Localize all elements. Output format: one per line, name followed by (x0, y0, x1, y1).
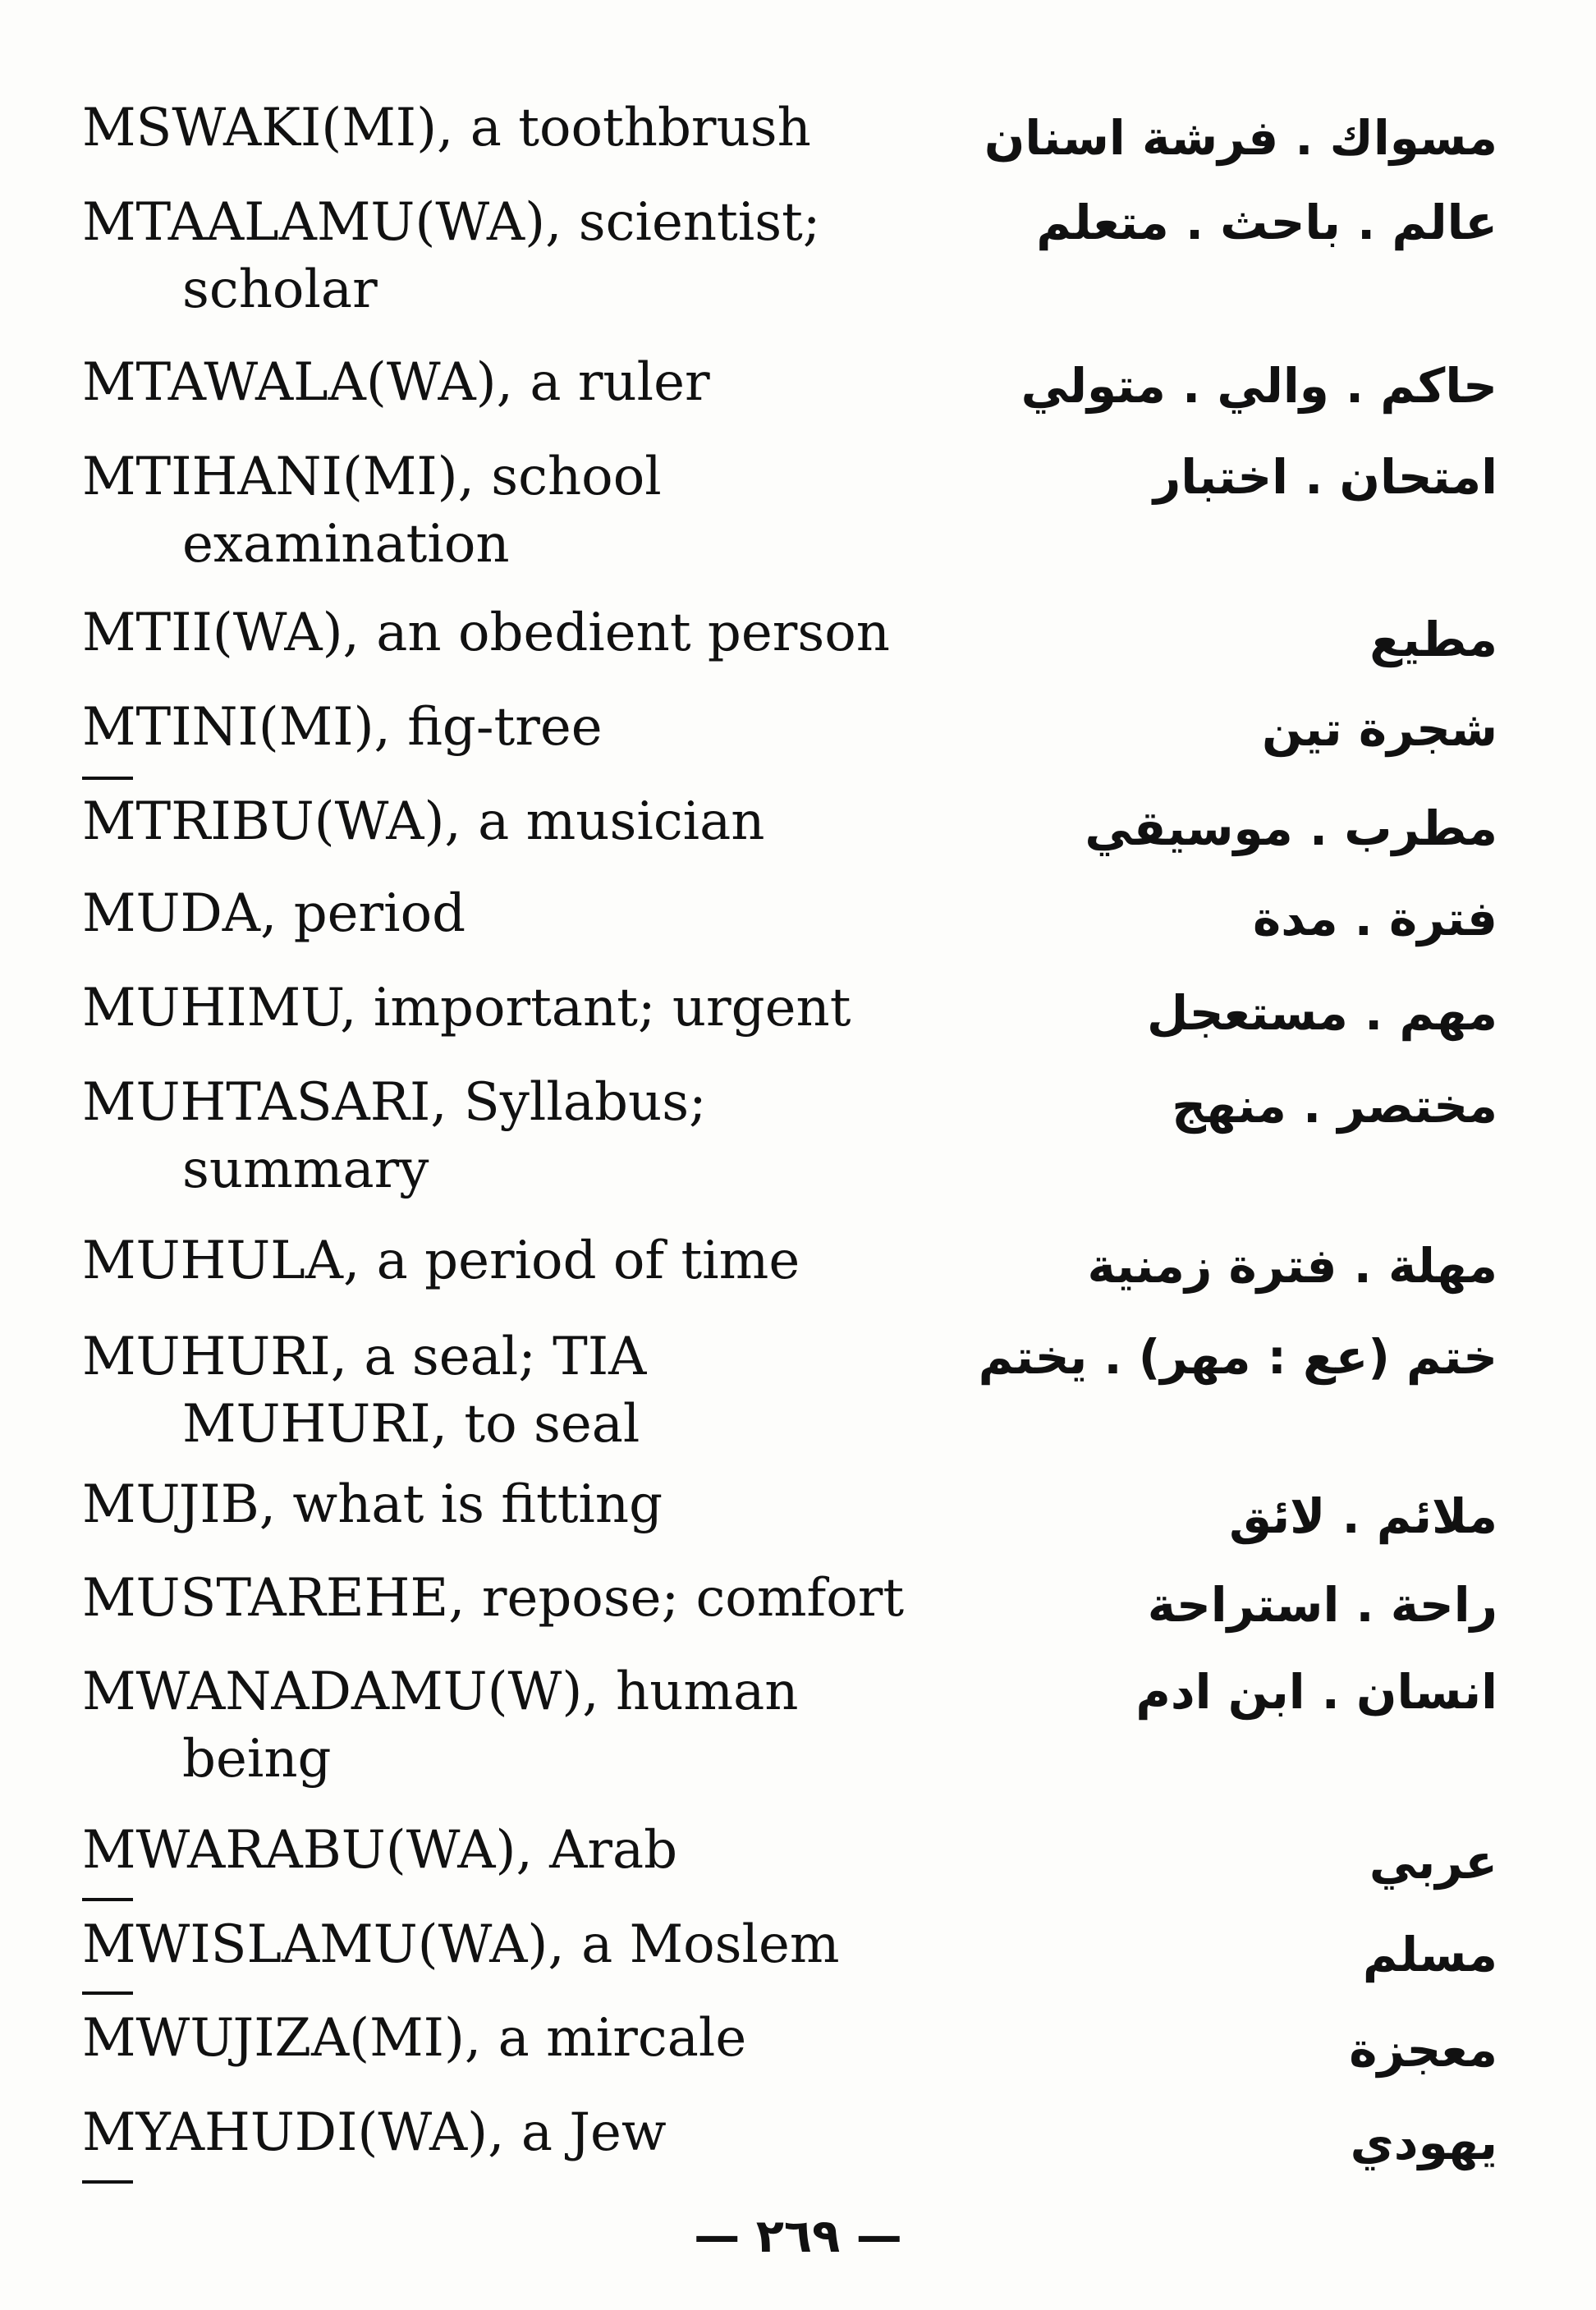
entry-arabic: معجزة (1349, 2022, 1497, 2078)
entry-english (82, 1658, 903, 1793)
entry-english (82, 974, 903, 1042)
entry-arabic: انسان . ابن ادم (1135, 1664, 1497, 1720)
entry-english (82, 880, 903, 947)
entry-arabic: عالم . باحث . متعلم (1036, 195, 1497, 250)
entry-arabic: عربي (1369, 1834, 1497, 1890)
headword-definition: MUSTAREHE, repose; comfort (82, 1568, 905, 1629)
headword-definition: MTINI(MI), fig-tree (82, 697, 603, 758)
entry-arabic: يهودي (1350, 2115, 1497, 2170)
entry-english (82, 694, 903, 761)
entry-english (82, 1565, 903, 1632)
entry-english (82, 599, 903, 667)
entry-arabic: شجرة تين (1262, 701, 1497, 757)
page-number: — ٢٦٩ — (694, 2210, 902, 2263)
macron-mark (82, 2180, 133, 2184)
entry-arabic: راحة . استراحة (1147, 1577, 1497, 1633)
entry-english (82, 2005, 903, 2072)
headword-definition: MTII(WA), an obedient person (82, 603, 890, 663)
entry-english (82, 189, 903, 323)
entry-english (82, 1471, 903, 1538)
entry-arabic: مطيع (1369, 612, 1497, 667)
entry-english (82, 1323, 903, 1458)
entry-english (82, 1227, 903, 1295)
entry-arabic: ملائم . لائق (1229, 1488, 1497, 1544)
macron-mark (82, 1991, 133, 1995)
headword-definition: MUDA, period (82, 883, 466, 944)
entry-arabic: امتحان . اختبار (1153, 449, 1497, 505)
headword-definition: MWARABU(WA), Arab (82, 1820, 678, 1881)
headword-definition: MSWAKI(MI), a toothbrush (82, 98, 811, 158)
macron-mark (82, 777, 133, 780)
entry-arabic: مهم . مستعجل (1146, 985, 1497, 1041)
headword-definition: MTRIBU(WA), a musician (82, 791, 765, 852)
entry-arabic: ختم (عع : مهر) . يختم (978, 1329, 1497, 1385)
definition-continuation: scholar (182, 259, 378, 320)
headword-definition: MTAALAMU(WA), scientist; (82, 192, 821, 253)
headword-definition: MUHURI, a seal; TIA (82, 1327, 647, 1387)
headword-definition: MWANADAMU(W), human (82, 1661, 799, 1722)
entry-arabic: مسلم (1362, 1927, 1497, 1982)
entry-english (82, 1911, 903, 1978)
entry-arabic: مطرب . موسيقي (1085, 800, 1497, 856)
entry-arabic: مسواك . فرشة اسنان (984, 110, 1497, 166)
entry-english (82, 2099, 903, 2166)
entry-arabic: حاكم . والي . متولي (1020, 358, 1497, 414)
headword-definition: MTIHANI(MI), school (82, 447, 662, 507)
headword-definition: MWISLAMU(WA), a Moslem (82, 1914, 840, 1975)
headword-definition: MTAWALA(WA), a ruler (82, 352, 710, 413)
definition-continuation: summary (182, 1139, 429, 1200)
entry-arabic: مختصر . منهج (1172, 1078, 1497, 1134)
entry-english (82, 443, 903, 578)
headword-definition: MUJIB, what is fitting (82, 1474, 663, 1535)
headword-definition: MUHULA, a period of time (82, 1231, 800, 1291)
entry-english (82, 94, 903, 162)
headword-definition: MUHIMU, important; urgent (82, 978, 851, 1038)
headword-definition: MUHTASARI, Syllabus; (82, 1072, 707, 1133)
entry-arabic: مهلة . فترة زمنية (1087, 1238, 1497, 1294)
headword-definition: MYAHUDI(WA), a Jew (82, 2102, 667, 2163)
definition-continuation: MUHURI, to seal (182, 1394, 640, 1455)
entry-english (82, 349, 903, 416)
entry-english (82, 788, 903, 855)
macron-mark (82, 1898, 133, 1901)
definition-continuation: being (182, 1729, 332, 1790)
definition-continuation: examination (182, 514, 510, 575)
entry-english (82, 1069, 903, 1203)
entry-arabic: فترة . مدة (1252, 891, 1497, 946)
entry-english (82, 1817, 903, 1884)
headword-definition: MWUJIZA(MI), a mircale (82, 2008, 747, 2069)
